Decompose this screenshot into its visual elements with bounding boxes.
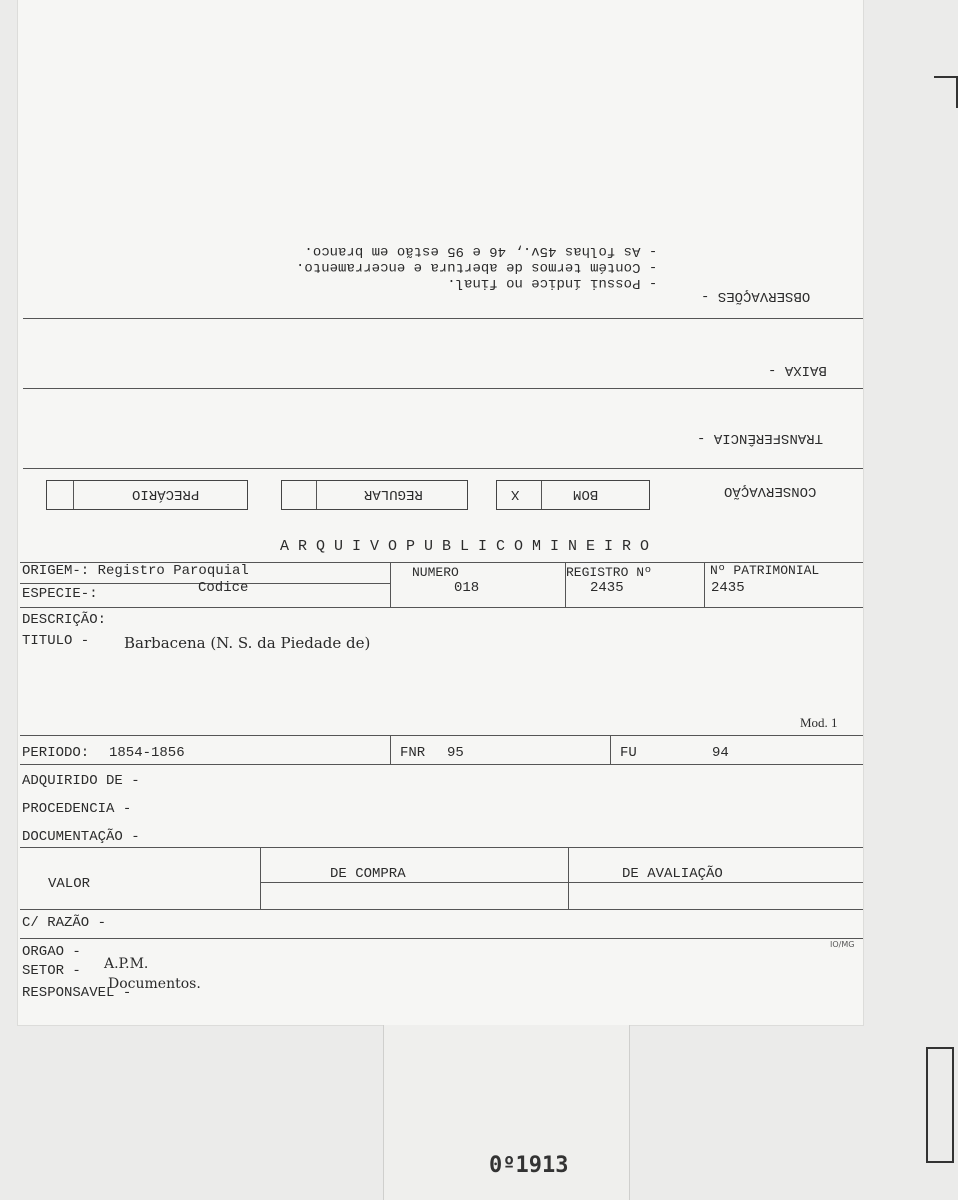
fnr-label: FNR — [400, 745, 426, 761]
label-regular: REGULAR — [364, 486, 423, 502]
option-precario — [46, 480, 248, 510]
rule — [20, 847, 863, 848]
setor-subvalue: Documentos. — [108, 976, 201, 992]
periodo-value: 1854-1856 — [109, 745, 185, 761]
fu-value: 94 — [712, 745, 729, 761]
edge-mark — [926, 1047, 954, 1163]
observacoes-label: OBSERVAÇÕES - — [701, 288, 811, 304]
periodo-label: PERIODO: — [22, 745, 90, 761]
procedencia-label: PROCEDENCIA - — [22, 801, 132, 817]
baixa-label: BAIXA - — [768, 362, 827, 378]
rule — [20, 909, 863, 910]
rule — [260, 882, 863, 883]
conservacao-label: CONSERVAÇÃO — [724, 483, 817, 499]
documentacao-label: DOCUMENTAÇÃO - — [22, 829, 140, 845]
razao-label: C/ RAZÃO - — [22, 915, 107, 931]
option-regular — [281, 480, 468, 510]
option-bom — [496, 480, 650, 510]
label-precario: PRECÁRIO — [132, 486, 200, 502]
rule — [20, 735, 863, 736]
setor-value: A.P.M. — [104, 956, 149, 972]
de-avaliacao-label: DE AVALIAÇÃO — [622, 866, 723, 882]
printer-imprint: IO/MG — [830, 940, 855, 949]
registro-value: 2435 — [590, 580, 624, 596]
observacao-line: - Possui índice no final. — [447, 275, 658, 291]
corner-mark — [934, 76, 958, 108]
rule — [568, 847, 569, 909]
archive-tag — [383, 1025, 630, 1200]
rule — [316, 481, 317, 509]
registro-label: REGISTRO Nº — [566, 565, 652, 580]
observacao-line: - As folhas 45v., 46 e 95 estão em branco. — [304, 243, 658, 259]
de-compra-label: DE COMPRA — [330, 866, 406, 882]
setor-label: SETOR - — [22, 963, 81, 979]
rule — [23, 468, 863, 469]
mark-bom: X — [511, 486, 520, 502]
especie-label: ESPECIE-: — [22, 586, 98, 602]
form-model: Mod. 1 — [800, 715, 838, 730]
especie-value: Codice — [198, 580, 249, 596]
rule — [390, 562, 391, 608]
adquirido-label: ADQUIRIDO DE - — [22, 773, 140, 789]
origem-label: ORIGEM-: Registro Paroquial — [22, 563, 249, 579]
numero-value: 018 — [454, 580, 480, 596]
patrimonial-value: 2435 — [711, 580, 745, 596]
orgao-label: ORGAO - — [22, 944, 81, 960]
label-bom: BOM — [573, 486, 599, 502]
rule — [541, 481, 542, 509]
descricao-label: DESCRIÇÃO: — [22, 612, 107, 628]
observacao-line: - Contém termos de abertura e encerramento. — [296, 259, 658, 275]
rule — [260, 847, 261, 909]
rule — [73, 481, 74, 509]
patrimonial-label: Nº PATRIMONIAL — [710, 563, 820, 578]
fnr-value: 95 — [447, 745, 464, 761]
rule — [20, 938, 863, 939]
rule — [390, 736, 391, 764]
titulo-label: TITULO - — [22, 633, 90, 649]
institution-title: A R Q U I V O P U B L I C O M I N E I R O — [280, 538, 650, 555]
rule — [610, 736, 611, 764]
catalog-card — [18, 0, 863, 1025]
observacoes-lines — [296, 243, 657, 291]
archive-stamp-number: 0º1913 — [489, 1153, 569, 1178]
fu-label: FU — [620, 745, 637, 761]
rule — [23, 388, 863, 389]
rule — [704, 562, 705, 608]
rule — [20, 764, 863, 765]
titulo-value: Barbacena (N. S. da Piedade de) — [124, 634, 371, 652]
numero-label: NUMERO — [412, 565, 459, 580]
rule — [20, 607, 863, 608]
responsavel-label: RESPONSAVEL - — [22, 985, 132, 1001]
rule — [23, 318, 863, 319]
valor-label: VALOR — [48, 876, 91, 892]
transferencia-label: TRANSFERÊNCIA - — [697, 430, 824, 446]
